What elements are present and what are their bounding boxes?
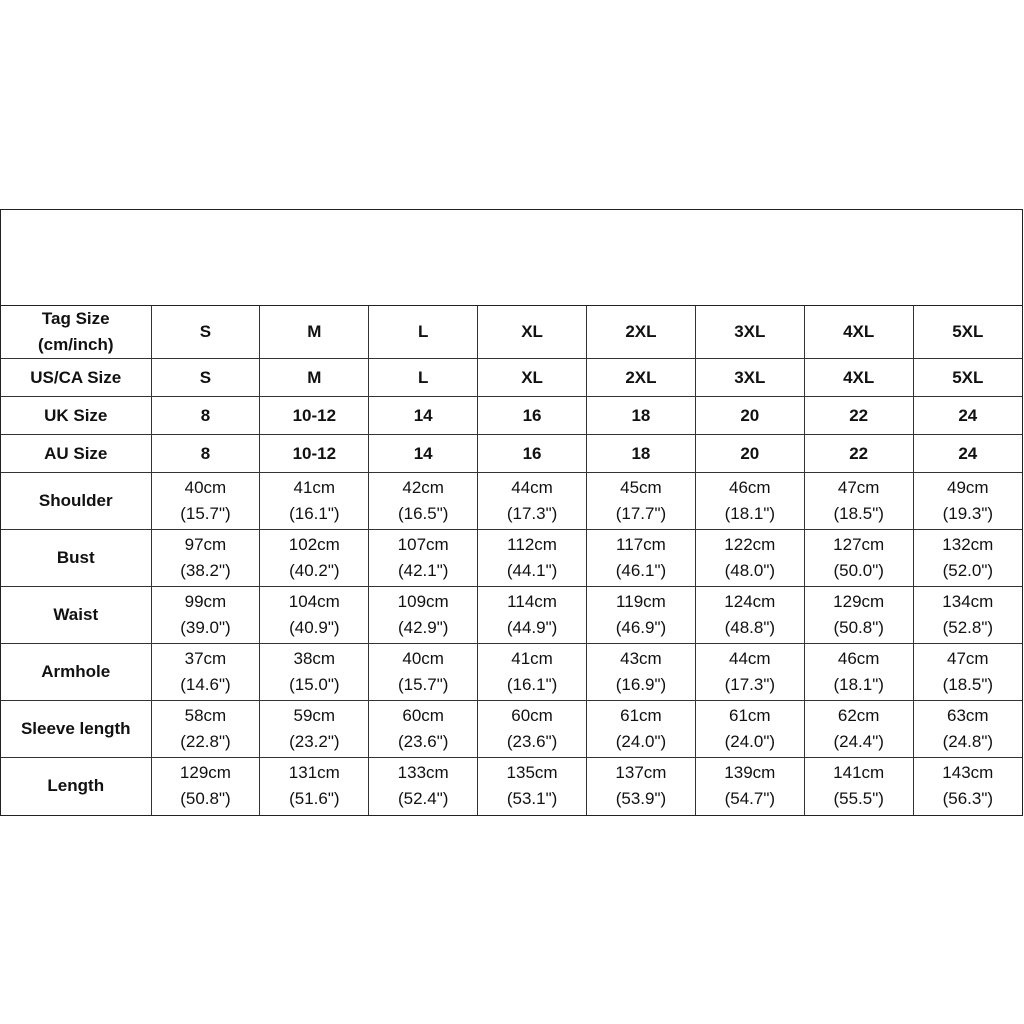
measurement-cell — [478, 701, 587, 758]
measurement-label: Bust — [1, 530, 151, 587]
measurement-inch: (53.9") — [615, 789, 667, 809]
size-chart — [0, 209, 1023, 816]
measurement-cell — [151, 701, 260, 758]
measurement-cell — [151, 644, 260, 701]
size-cell: 18 — [587, 397, 696, 435]
measurement-cm: 104cm — [288, 592, 340, 611]
measurement-row — [1, 701, 1022, 758]
measurement-inch: (52.8") — [942, 618, 994, 637]
measurement-inch: (24.0") — [615, 732, 667, 751]
size-cell: 3XL — [695, 359, 804, 397]
size-table — [1, 306, 1022, 815]
size-cell: 16 — [478, 435, 587, 473]
measurement-inch: (23.2") — [289, 732, 340, 751]
measurement-inch: (15.7") — [397, 675, 449, 694]
measurement-cell — [913, 587, 1022, 644]
measurement-cell — [260, 758, 369, 815]
size-cell: 22 — [804, 435, 913, 473]
measurement-cell — [587, 473, 696, 530]
measurement-inch: (46.9") — [615, 618, 667, 637]
size-chart-header-area — [1, 210, 1022, 306]
measurement-inch: (42.9") — [397, 618, 449, 637]
measurement-cm: 102cm — [288, 535, 340, 554]
measurement-cm: 117cm — [616, 535, 666, 554]
measurement-cm: 134cm — [942, 592, 994, 611]
measurement-cell — [587, 644, 696, 701]
measurement-cm: 129cm — [179, 763, 231, 783]
size-cell: 24 — [913, 435, 1022, 473]
measurement-inch: (14.6") — [180, 675, 231, 694]
tag-size-cell: 4XL — [804, 306, 913, 359]
size-table-body — [1, 306, 1022, 815]
measurement-inch: (17.3") — [506, 504, 558, 523]
size-row — [1, 397, 1022, 435]
measurement-label: Shoulder — [1, 473, 151, 530]
measurement-cm: 112cm — [507, 535, 557, 554]
measurement-cell — [695, 530, 804, 587]
measurement-inch: (24.0") — [724, 732, 776, 751]
measurement-cm: 119cm — [616, 592, 666, 611]
size-cell: 24 — [913, 397, 1022, 435]
measurement-inch: (50.8") — [833, 618, 884, 637]
measurement-cm: 47cm — [947, 649, 989, 668]
measurement-inch: (55.5") — [833, 789, 884, 809]
measurement-cm: 137cm — [615, 763, 667, 783]
measurement-cm: 61cm — [620, 706, 662, 725]
measurement-inch: (24.4") — [833, 732, 884, 751]
tag-size-cell: L — [369, 306, 478, 359]
measurement-cell — [913, 644, 1022, 701]
measurement-inch: (18.1") — [724, 504, 776, 523]
measurement-inch: (17.7") — [615, 504, 667, 523]
measurement-cm: 59cm — [293, 706, 336, 725]
tag-size-label-line1: Tag Size — [41, 309, 110, 328]
measurement-cell — [804, 587, 913, 644]
measurement-cm: 131cm — [288, 763, 340, 783]
measurement-inch: (40.2") — [289, 561, 340, 580]
measurement-row — [1, 644, 1022, 701]
measurement-cell — [369, 530, 478, 587]
measurement-cm: 114cm — [507, 592, 557, 611]
tag-size-label — [1, 306, 151, 359]
measurement-inch: (18.1") — [833, 675, 884, 694]
measurement-cell — [695, 701, 804, 758]
measurement-cm: 46cm — [729, 478, 771, 497]
measurement-cm: 127cm — [833, 535, 885, 554]
size-row-label: AU Size — [1, 435, 151, 473]
measurement-cm: 61cm — [729, 706, 771, 725]
measurement-cell — [151, 587, 260, 644]
measurement-cm: 133cm — [397, 763, 449, 783]
measurement-inch: (15.0") — [289, 675, 340, 694]
tag-size-label-line2: (cm/inch) — [37, 335, 114, 354]
measurement-cm: 43cm — [620, 649, 662, 668]
size-cell: 10-12 — [260, 397, 369, 435]
size-cell: 4XL — [804, 359, 913, 397]
size-cell: 2XL — [587, 359, 696, 397]
size-row-label: UK Size — [1, 397, 151, 435]
size-cell: 8 — [151, 435, 260, 473]
measurement-inch: (18.5") — [833, 504, 884, 523]
measurement-cell — [587, 530, 696, 587]
measurement-cm: 132cm — [942, 535, 994, 554]
tag-size-cell: 5XL — [913, 306, 1022, 359]
measurement-inch: (48.8") — [724, 618, 776, 637]
measurement-cm: 37cm — [184, 649, 227, 668]
measurement-cell — [913, 758, 1022, 815]
measurement-inch: (16.9") — [615, 675, 667, 694]
measurement-cm: 63cm — [947, 706, 989, 725]
measurement-row — [1, 758, 1022, 815]
measurement-cm: 122cm — [724, 535, 776, 554]
tag-size-cell: 2XL — [587, 306, 696, 359]
measurement-cell — [804, 530, 913, 587]
measurement-cm: 47cm — [837, 478, 880, 497]
measurement-cell — [913, 473, 1022, 530]
size-cell: XL — [478, 359, 587, 397]
measurement-cm: 60cm — [511, 706, 553, 725]
measurement-cm: 46cm — [837, 649, 880, 668]
measurement-cell — [804, 701, 913, 758]
measurement-cell — [804, 644, 913, 701]
measurement-label: Sleeve length — [1, 701, 151, 758]
measurement-inch: (17.3") — [724, 675, 776, 694]
measurement-inch: (53.1") — [506, 789, 558, 809]
measurement-cm: 124cm — [724, 592, 776, 611]
measurement-inch: (18.5") — [942, 675, 994, 694]
measurement-inch: (24.8") — [942, 732, 994, 751]
measurement-cell — [804, 758, 913, 815]
measurement-inch: (50.8") — [180, 789, 231, 809]
measurement-cm: 44cm — [729, 649, 771, 668]
measurement-cm: 139cm — [724, 763, 776, 783]
measurement-label: Waist — [1, 587, 151, 644]
measurement-inch: (38.2") — [180, 561, 231, 580]
measurement-cell — [260, 473, 369, 530]
measurement-inch: (44.9") — [506, 618, 558, 637]
size-cell: 20 — [695, 435, 804, 473]
measurement-cell — [695, 644, 804, 701]
measurement-cell — [260, 530, 369, 587]
measurement-cm: 109cm — [397, 592, 449, 611]
measurement-cell — [151, 758, 260, 815]
measurement-cell — [260, 587, 369, 644]
size-cell: 14 — [369, 397, 478, 435]
measurement-cm: 41cm — [511, 649, 553, 668]
measurement-cell — [587, 701, 696, 758]
tag-size-row — [1, 306, 1022, 359]
measurement-cell — [369, 644, 478, 701]
measurement-cm: 41cm — [293, 478, 336, 497]
size-row — [1, 359, 1022, 397]
measurement-inch: (52.4") — [397, 789, 449, 809]
size-cell: L — [369, 359, 478, 397]
size-cell: 10-12 — [260, 435, 369, 473]
measurement-inch: (23.6") — [397, 732, 449, 751]
size-cell: S — [151, 359, 260, 397]
size-cell: 22 — [804, 397, 913, 435]
measurement-inch: (42.1") — [397, 561, 449, 580]
measurement-row — [1, 473, 1022, 530]
measurement-cm: 141cm — [833, 763, 885, 783]
measurement-cell — [695, 587, 804, 644]
measurement-cell — [151, 530, 260, 587]
measurement-label: Length — [1, 758, 151, 815]
size-cell: 5XL — [913, 359, 1022, 397]
measurement-cm: 49cm — [947, 478, 989, 497]
size-cell: 14 — [369, 435, 478, 473]
measurement-row — [1, 587, 1022, 644]
measurement-cm: 143cm — [942, 763, 994, 783]
measurement-cell — [369, 587, 478, 644]
measurement-cm: 62cm — [837, 706, 880, 725]
measurement-cm: 107cm — [397, 535, 449, 554]
measurement-inch: (16.5") — [397, 504, 449, 523]
measurement-label: Armhole — [1, 644, 151, 701]
measurement-cm: 40cm — [402, 649, 444, 668]
measurement-cell — [913, 530, 1022, 587]
measurement-cell — [478, 644, 587, 701]
measurement-cell — [478, 587, 587, 644]
measurement-cm: 129cm — [833, 592, 885, 611]
size-row — [1, 435, 1022, 473]
tag-size-cell: S — [151, 306, 260, 359]
measurement-inch: (50.0") — [833, 561, 884, 580]
measurement-cell — [478, 758, 587, 815]
size-cell: 20 — [695, 397, 804, 435]
measurement-cell — [695, 758, 804, 815]
size-cell: 18 — [587, 435, 696, 473]
measurement-cell — [369, 758, 478, 815]
measurement-inch: (16.1") — [289, 504, 340, 523]
measurement-inch: (44.1") — [506, 561, 558, 580]
measurement-inch: (48.0") — [724, 561, 776, 580]
measurement-cm: 45cm — [620, 478, 662, 497]
size-cell: 8 — [151, 397, 260, 435]
measurement-inch: (40.9") — [289, 618, 340, 637]
measurement-cell — [913, 701, 1022, 758]
measurement-inch: (46.1") — [615, 561, 667, 580]
tag-size-cell: M — [260, 306, 369, 359]
measurement-cell — [478, 530, 587, 587]
tag-size-cell: XL — [478, 306, 587, 359]
size-row-label: US/CA Size — [1, 359, 151, 397]
measurement-cm: 58cm — [184, 706, 227, 725]
measurement-cell — [587, 758, 696, 815]
measurement-cell — [695, 473, 804, 530]
measurement-inch: (19.3") — [942, 504, 994, 523]
measurement-cm: 60cm — [402, 706, 444, 725]
tag-size-cell: 3XL — [695, 306, 804, 359]
size-cell: M — [260, 359, 369, 397]
measurement-inch: (52.0") — [942, 561, 994, 580]
measurement-inch: (54.7") — [724, 789, 776, 809]
measurement-inch: (51.6") — [289, 789, 340, 809]
measurement-cm: 97cm — [184, 535, 227, 554]
measurement-cm: 135cm — [506, 763, 558, 783]
measurement-cm: 44cm — [511, 478, 553, 497]
measurement-cell — [478, 473, 587, 530]
measurement-cell — [369, 473, 478, 530]
measurement-cell — [804, 473, 913, 530]
measurement-cell — [260, 701, 369, 758]
measurement-inch: (22.8") — [180, 732, 231, 751]
measurement-cell — [587, 587, 696, 644]
measurement-cell — [151, 473, 260, 530]
size-cell: 16 — [478, 397, 587, 435]
measurement-inch: (15.7") — [180, 504, 231, 523]
measurement-inch: (56.3") — [942, 789, 994, 809]
measurement-cell — [369, 701, 478, 758]
measurement-cm: 38cm — [293, 649, 336, 668]
measurement-cell — [260, 644, 369, 701]
measurement-cm: 42cm — [402, 478, 444, 497]
measurement-inch: (39.0") — [180, 618, 231, 637]
measurement-inch: (23.6") — [506, 732, 558, 751]
measurement-inch: (16.1") — [506, 675, 558, 694]
measurement-row — [1, 530, 1022, 587]
measurement-cm: 99cm — [184, 592, 227, 611]
measurement-cm: 40cm — [184, 478, 227, 497]
